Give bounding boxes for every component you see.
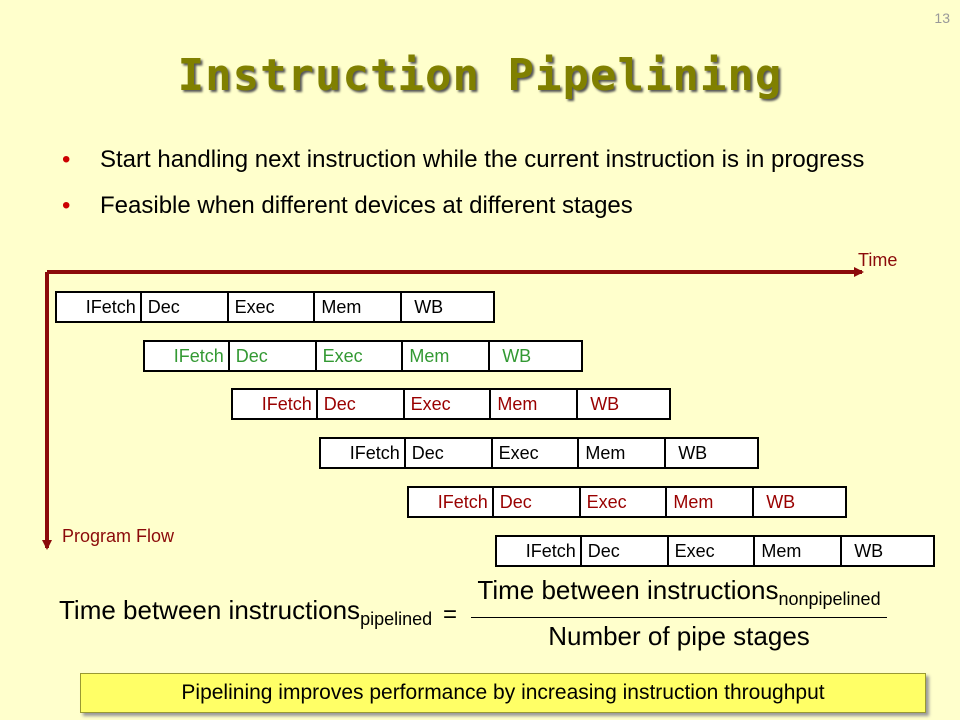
stage-exec: Exec: [581, 488, 668, 516]
stage-mem: Mem: [491, 390, 578, 418]
stage-dec: Dec: [142, 293, 229, 321]
stage-mem: Mem: [755, 537, 842, 565]
formula-lhs-subscript: pipelined: [360, 609, 433, 630]
stage-exec: Exec: [317, 342, 404, 370]
stage-ifetch: IFetch: [57, 293, 142, 321]
stage-exec: Exec: [229, 293, 316, 321]
slide-title: Instruction Pipelining: [177, 50, 783, 101]
stage-mem: Mem: [315, 293, 402, 321]
stage-ifetch: IFetch: [321, 439, 406, 467]
stage-wb: WB: [590, 394, 620, 414]
stage-dec: Dec: [318, 390, 405, 418]
stage-wb: WB: [854, 541, 884, 561]
bullet-text: Start handling next instruction while the current instruction is in progress: [100, 146, 865, 173]
pipeline-row: [407, 486, 847, 518]
pipeline-row: [55, 291, 495, 323]
stage-ifetch: IFetch: [497, 537, 582, 565]
stage-dec: Dec: [406, 439, 493, 467]
pipeline-row: [231, 388, 671, 420]
time-axis-label: Time: [858, 250, 898, 270]
fraction-bar: [471, 617, 887, 618]
stage-wb: WB: [678, 443, 708, 463]
formula-lhs-text: Time between instructions: [59, 595, 361, 625]
stage-mem: Mem: [667, 488, 754, 516]
formula-numerator-text: Time between instructions: [477, 575, 779, 605]
throughput-callout: Pipelining improves performance by increasing instruction throughput: [80, 673, 926, 713]
stage-ifetch: IFetch: [233, 390, 318, 418]
stage-wb: WB: [414, 297, 444, 317]
pipeline-formula: [55, 575, 895, 655]
stage-mem: Mem: [579, 439, 666, 467]
bullet-dot-icon: •: [62, 146, 71, 173]
pipeline-row: [319, 437, 759, 469]
slide-number: 13: [934, 10, 950, 26]
formula-denominator: Number of pipe stages: [548, 621, 810, 651]
stage-dec: Dec: [494, 488, 581, 516]
formula-numerator-subscript: nonpipelined: [778, 589, 881, 610]
pipeline-row: [143, 340, 583, 372]
stage-mem: Mem: [403, 342, 490, 370]
stage-exec: Exec: [405, 390, 492, 418]
pipeline-row: [495, 535, 935, 567]
stage-wb: WB: [766, 492, 796, 512]
stage-dec: Dec: [230, 342, 317, 370]
bullet-dot-icon: •: [62, 192, 71, 219]
formula-lhs: [59, 595, 432, 630]
stage-dec: Dec: [582, 537, 669, 565]
formula-numerator: [469, 575, 889, 610]
bullet-text: Feasible when different devices at different stages: [100, 192, 633, 219]
program-flow-label: Program Flow: [62, 526, 175, 546]
stage-exec: Exec: [493, 439, 580, 467]
stage-exec: Exec: [669, 537, 756, 565]
stage-ifetch: IFetch: [145, 342, 230, 370]
stage-wb: WB: [502, 346, 532, 366]
formula-equals: =: [443, 601, 458, 628]
stage-ifetch: IFetch: [409, 488, 494, 516]
